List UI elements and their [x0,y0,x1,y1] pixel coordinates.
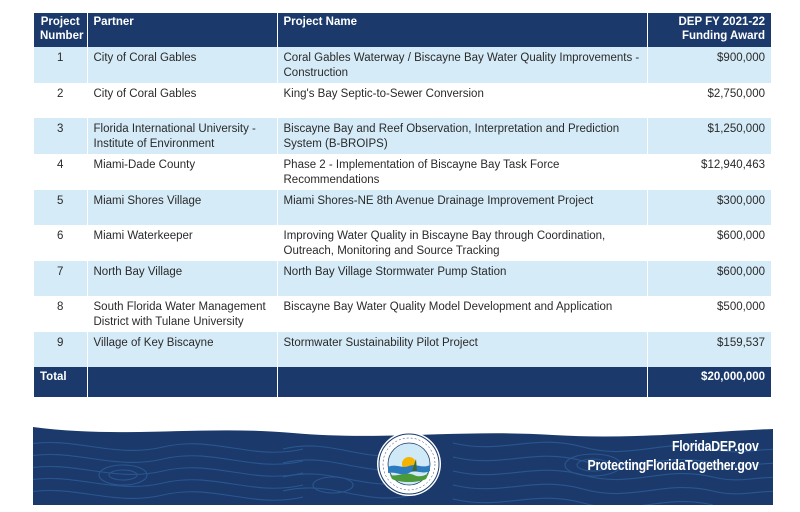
header-partner: Partner [87,13,277,47]
row-number: 4 [34,154,87,190]
row-partner: City of Coral Gables [87,83,277,118]
row-amount: $159,537 [647,332,771,367]
header-number-line1: Project [40,16,80,28]
row-partner: Miami Waterkeeper [87,225,277,261]
total-empty-project [277,367,647,397]
row-number: 1 [34,47,87,83]
table-row [34,154,771,190]
row-partner: Village of Key Biscayne [87,332,277,367]
florida-dep-link[interactable]: FloridaDEP.gov [672,438,759,455]
row-number: 7 [34,261,87,296]
table-row [34,83,771,118]
total-row [34,367,771,397]
table-header-row [34,13,771,47]
row-partner: Miami-Dade County [87,154,277,190]
row-project-name: Biscayne Bay Water Quality Model Development and Application [277,296,647,332]
table-row [34,261,771,296]
row-partner: Florida International University - Institute of Environment [87,118,277,154]
total-empty-partner [87,367,277,397]
header-funding-line1: DEP FY 2021-22 [678,16,765,28]
row-partner: South Florida Water Management District with Tulane University [87,296,277,332]
row-number: 9 [34,332,87,367]
header-project-name: Project Name [277,13,647,47]
row-project-name: Coral Gables Waterway / Biscayne Bay Water Quality Improvements - Construction [277,47,647,83]
protecting-florida-link[interactable]: ProtectingFloridaTogether.gov [587,457,759,474]
total-amount: $20,000,000 [647,367,771,397]
header-funding-award [647,13,771,47]
row-amount: $2,750,000 [647,83,771,118]
row-amount: $500,000 [647,296,771,332]
row-partner: North Bay Village [87,261,277,296]
row-partner: Miami Shores Village [87,190,277,225]
footer-banner [33,425,773,505]
row-project-name: North Bay Village Stormwater Pump Station [277,261,647,296]
table-row [34,47,771,83]
row-amount: $300,000 [647,190,771,225]
header-number-line2: Number [40,30,84,42]
row-amount: $600,000 [647,225,771,261]
row-number: 2 [34,83,87,118]
row-number: 6 [34,225,87,261]
table-row [34,225,771,261]
table-row [34,190,771,225]
row-project-name: King's Bay Septic-to-Sewer Conversion [277,83,647,118]
row-project-name: Miami Shores-NE 8th Avenue Drainage Improvement Project [277,190,647,225]
row-amount: $900,000 [647,47,771,83]
row-project-name: Biscayne Bay and Reef Observation, Interpretation and Prediction System (B-BROIPS) [277,118,647,154]
funding-table [34,13,771,397]
florida-dep-seal-icon [376,431,442,497]
table-row [34,118,771,154]
row-number: 8 [34,296,87,332]
row-project-name: Phase 2 - Implementation of Biscayne Bay Task Force Recommendations [277,154,647,190]
table-row [34,296,771,332]
table-row [34,332,771,367]
row-number: 3 [34,118,87,154]
header-funding-line2: Funding Award [681,30,765,42]
row-amount: $12,940,463 [647,154,771,190]
banner-links [588,437,759,475]
total-label: Total [34,367,87,397]
row-partner: City of Coral Gables [87,47,277,83]
row-amount: $600,000 [647,261,771,296]
row-number: 5 [34,190,87,225]
row-project-name: Stormwater Sustainability Pilot Project [277,332,647,367]
row-project-name: Improving Water Quality in Biscayne Bay through Coordination, Outreach, Monitoring and Source Tracking [277,225,647,261]
header-project-number [34,13,87,47]
row-amount: $1,250,000 [647,118,771,154]
